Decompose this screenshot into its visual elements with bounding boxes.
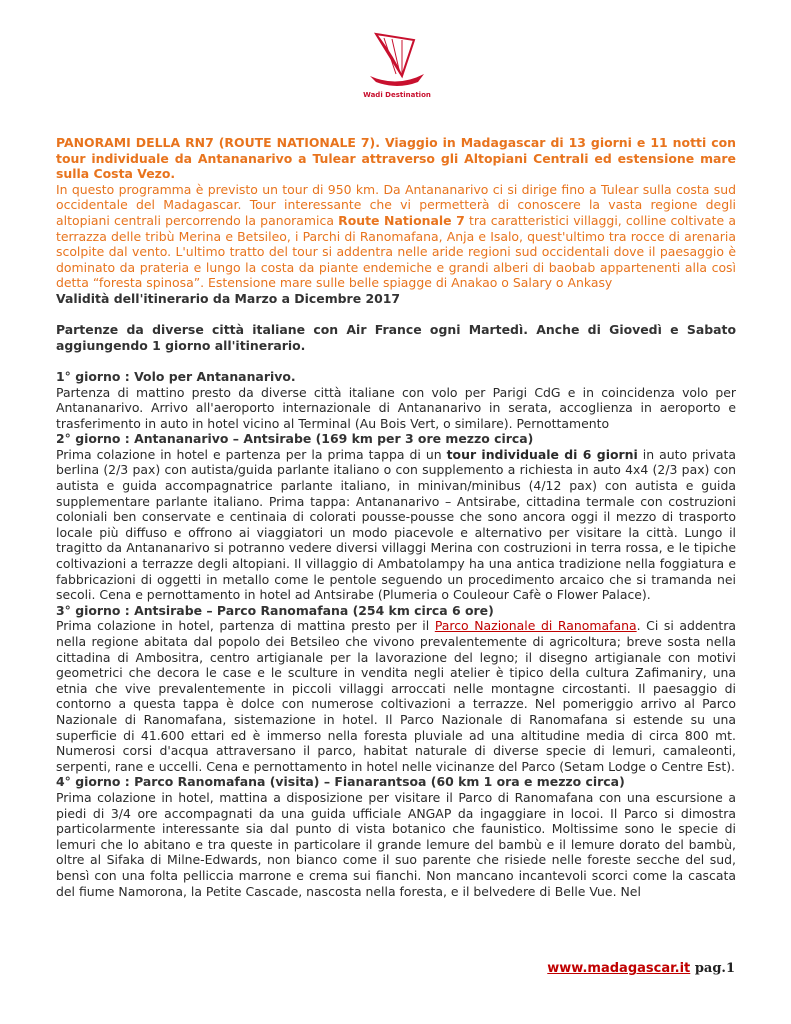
day-2-text-a: Prima colazione in hotel e partenza per la prima tappa di un [56,446,447,462]
day-4-heading: 4° giorno : Parco Ranomafana (visita) – Fianarantsoa (60 km 1 ora e mezzo circa) [56,774,625,790]
intro-route-name: Route Nationale 7 [338,212,465,228]
page-number: pag.1 [694,961,735,976]
page-footer [547,961,735,976]
day-1-heading: 1° giorno : Volo per Antananarivo. [56,368,296,384]
day-3-heading: 3° giorno : Antsirabe – Parco Ranomafana (254 km circa 6 ore) [56,602,494,618]
day-3-text-a: Prima colazione in hotel, partenza di mattina presto per il [56,618,435,634]
departures-note: Partenze da diverse città italiane con Air France ogni Martedì. Anche di Giovedì e Sabato aggiungendo 1 giorno all'itinerario. [56,322,736,353]
intro-paragraph [56,182,736,291]
document-title: PANORAMI DELLA RN7 (ROUTE NATIONALE 7). Viaggio in Madagascar di 13 giorni e 11 notti con tour individuale da Antananarivo a Tulear attraverso gli Altopiani Centrali ed estensione mare sulla Costa Vezo. [56,135,736,182]
day-3-text-b: . Ci si addentra nella regione abitata dal popolo dei Betsileo che vivono prevalentemente di agricoltura; breve sosta nella cittadina di Ambositra, centro artigianale per la lavorazione del legno; il disegno artigianale con motivi geometrici che decora le case e le sculture in vendita negli atelier è tipico della cultura Zafimaniry, una etnia che vive prevalentemente in piccoli villaggi arroccati nelle montagne circostanti. Il paesaggio di contorno a questa tappa è dolce con numerose coltivazioni a terrazze. Nel pomeriggio arrivo al Parco Nazionale di Ranomafana, sistemazione in hotel. Il Parco Nazionale di Ranomafana si estende su una superficie di 41.600 ettari ed è immerso nella foresta pluviale ad una altitudine media di circa 800 mt. Numerosi corsi d'acqua attraversano il parco, habitat naturale di diverse specie di lemuri, camaleonti, serpenti, rane e uccelli. Cena e pernottamento in hotel nelle vicinanze del Parco (Setam Lodge o Centre Est). [56,618,736,774]
day-2-heading: 2° giorno : Antananarivo – Antsirabe (169 km per 3 ore mezzo circa) [56,431,534,447]
intro-text-2: tra caratteristici villaggi, colline coltivate a terrazza delle tribù Merina e Betsileo, i Parchi di Ranomafana, Anja e Isalo, quest'ultimo tra rocce di arenaria scolpite dal vento. L'ultimo tratto del tour si addentra nelle aride regioni sud occidentali dove il paesaggio è dominato da prateria e lungo la costa da piante endemiche e grandi alberi di baobab appartenenti alla così detta “foresta spinosa”. Estensione mare sulle belle spiagge di Anakao o Salary o Ankasy [56,212,736,291]
validity-line: Validità dell'itinerario da Marzo a Dicembre 2017 [56,290,401,306]
day-3-text [56,618,736,774]
logo-name: Wadi Destination [363,91,431,99]
website-link[interactable]: www.madagascar.it [547,961,691,976]
day-2-text [56,447,736,603]
wadi-destination-logo [362,28,432,100]
day-2-tour-highlight: tour individuale di 6 giorni [446,446,638,462]
day-2-text-b: in auto privata berlina (2/3 pax) con autista/guida parlante italiano o con supplemento a richiesta in auto 4x4 (2/3 pax) con autista e guida accompagnatrice parlante italiano, in minivan/minibus (4/12 pax) con autista e guida supplementare parlante italiano. Prima tappa: Antananarivo – Antsirabe, cittadina termale con costruzioni coloniali ben conservate e centinaia di colorati pousse-pousse che sono ancora oggi il mezzo di trasporto locale più diffuso e offrono ai viaggiatori un modo piacevole e alternativo per visitare la città. Lungo il tragitto da Antananarivo si potranno vedere diversi villaggi Merina con costruzioni in terra rossa, e le tipiche coltivazioni a terrazze degli altopiani. Il villaggio di Ambatolampy ha una antica tradizione nella foggiatura e fabbricazioni di oggetti in metallo come le pentole seguendo un procedimento arcaico che si tramanda nei secoli. Cena e pernottamento in hotel ad Antsirabe (Plumeria o Couleour Cafè o Flower Palace). [56,446,736,603]
ranomafana-park-link[interactable]: Parco Nazionale di Ranomafana [434,618,637,634]
day-4-text: Prima colazione in hotel, mattina a disposizione per visitare il Parco di Ranomafana con una escursione a piedi di 3/4 ore accompagnati da una guida ufficiale ANGAP da ingaggiare in locoi. Il Parco si dimostra particolarmente interessante sia dal punto di vista botanico che faunistico. Moltissime sono le specie di lemuri che lo abitano e tra queste in particolare il grande lemure del bambù e il lemure dorato del bambù, oltre al Sifaka di Milne-Edwards, non bianco come il suo parente che risiede nelle foreste secche del sud, bensì con una folta pelliccia marrone e crema sui fianchi. Non mancano incantevoli scorci come la cascata del fiume Namorona, la Petite Cascade, nascosta nella foresta, e il belvedere di Belle Vue. Nel [56,789,736,899]
intro-text-1: In questo programma è previsto un tour di 950 km. Da Antananarivo ci si dirige fino a Tulear sulla costa sud occidentale del Madagascar. Tour interessante che vi permetterà di conoscere la vasta regione degli altopiani centrali percorrendo la panoramica [56,181,736,228]
day-1-text: Partenza di mattino presto da diverse città italiane con volo per Parigi CdG e in coincidenza volo per Antananarivo. Arrivo all'aeroporto internazionale di Antananarivo in serata, accoglienza in aeroporto e trasferimento in auto in hotel vicino al Terminal (Au Bois Vert, o similare). Pernottamento [56,384,736,431]
document-body [56,135,736,899]
